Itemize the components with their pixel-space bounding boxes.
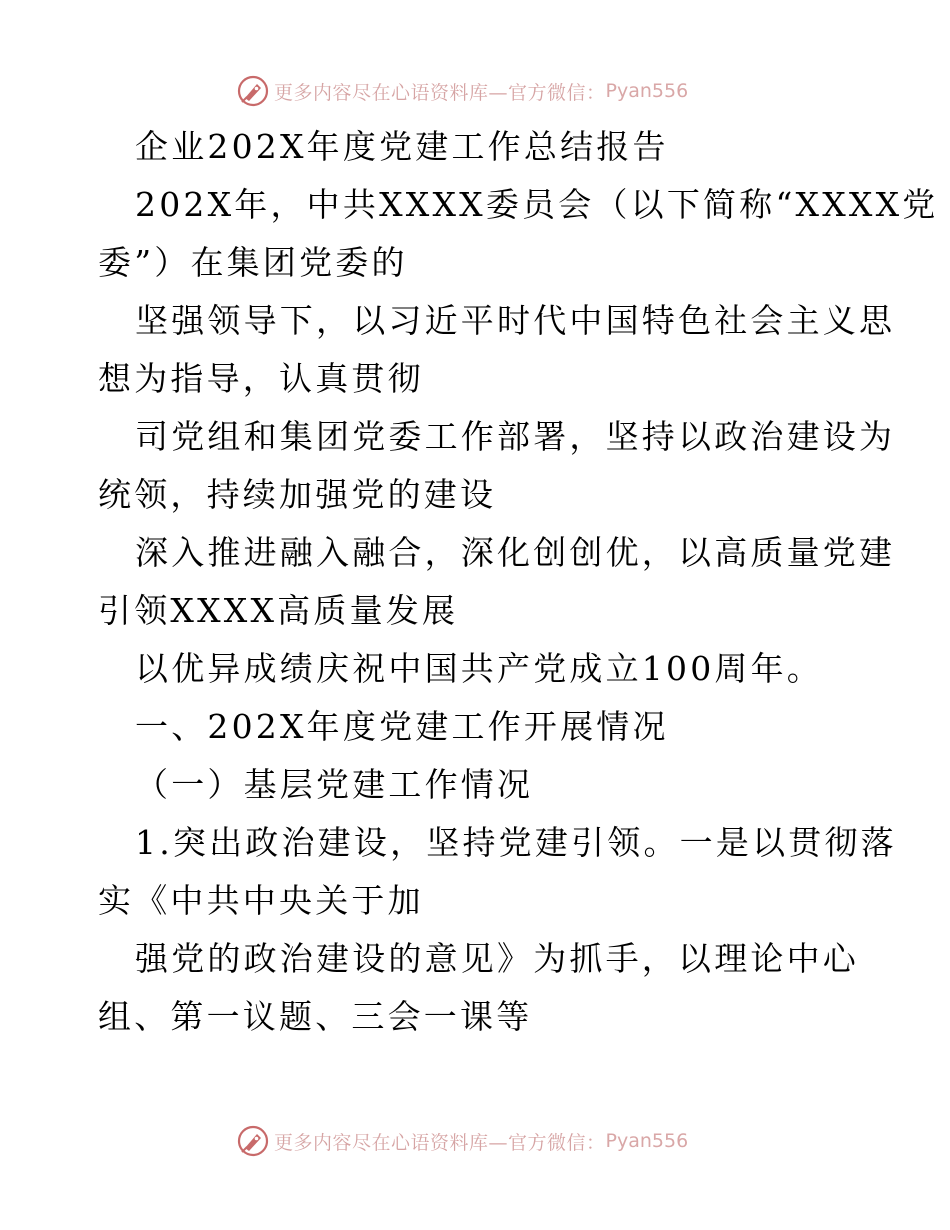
watermark-text: 更多内容尽在心语资料库—官方微信： xyxy=(274,81,606,104)
text-line: 想为指导，认真贯彻 xyxy=(98,359,424,398)
text-line: 坚强领导下，以习近平时代中国特色社会主义思 xyxy=(135,301,896,340)
text-line: 202X年，中共XXXX委员会（以下简称“XXXX党 xyxy=(135,185,939,224)
watermark-text: 更多内容尽在心语资料库—官方微信： xyxy=(274,1131,606,1154)
text-line: 统领，持续加强党的建设 xyxy=(98,475,497,514)
text-line: 1.突出政治建设，坚持党建引领。一是以贯彻落 xyxy=(135,823,897,862)
pen-nib-logo-icon xyxy=(236,74,270,108)
subsection-heading: （一）基层党建工作情况 xyxy=(135,765,534,804)
document-title: 企业202X年度党建工作总结报告 xyxy=(135,127,669,166)
text-line: 实《中共中央关于加 xyxy=(98,881,424,920)
section-heading: 一、202X年度党建工作开展情况 xyxy=(135,707,669,746)
text-line: 组、第一议题、三会一课等 xyxy=(98,997,533,1036)
text-line: 深入推进融入融合，深化创创优，以高质量党建 xyxy=(135,533,896,572)
text-line: 司党组和集团党委工作部署，坚持以政治建设为 xyxy=(135,417,896,456)
text-line: 引领XXXX高质量发展 xyxy=(98,591,459,630)
document-body xyxy=(98,118,939,1046)
text-line: 以优异成绩庆祝中国共产党成立100周年。 xyxy=(135,649,823,688)
text-line: 委”）在集团党委的 xyxy=(98,243,408,282)
watermark-wechat-id: Pyan556 xyxy=(605,80,689,102)
watermark-banner-bottom xyxy=(236,1124,688,1158)
pen-nib-logo-icon xyxy=(236,1124,270,1158)
watermark-banner-top xyxy=(236,74,688,108)
text-line: 强党的政治建设的意见》为抓手，以理论中心 xyxy=(135,939,859,978)
watermark-wechat-id: Pyan556 xyxy=(605,1130,689,1152)
